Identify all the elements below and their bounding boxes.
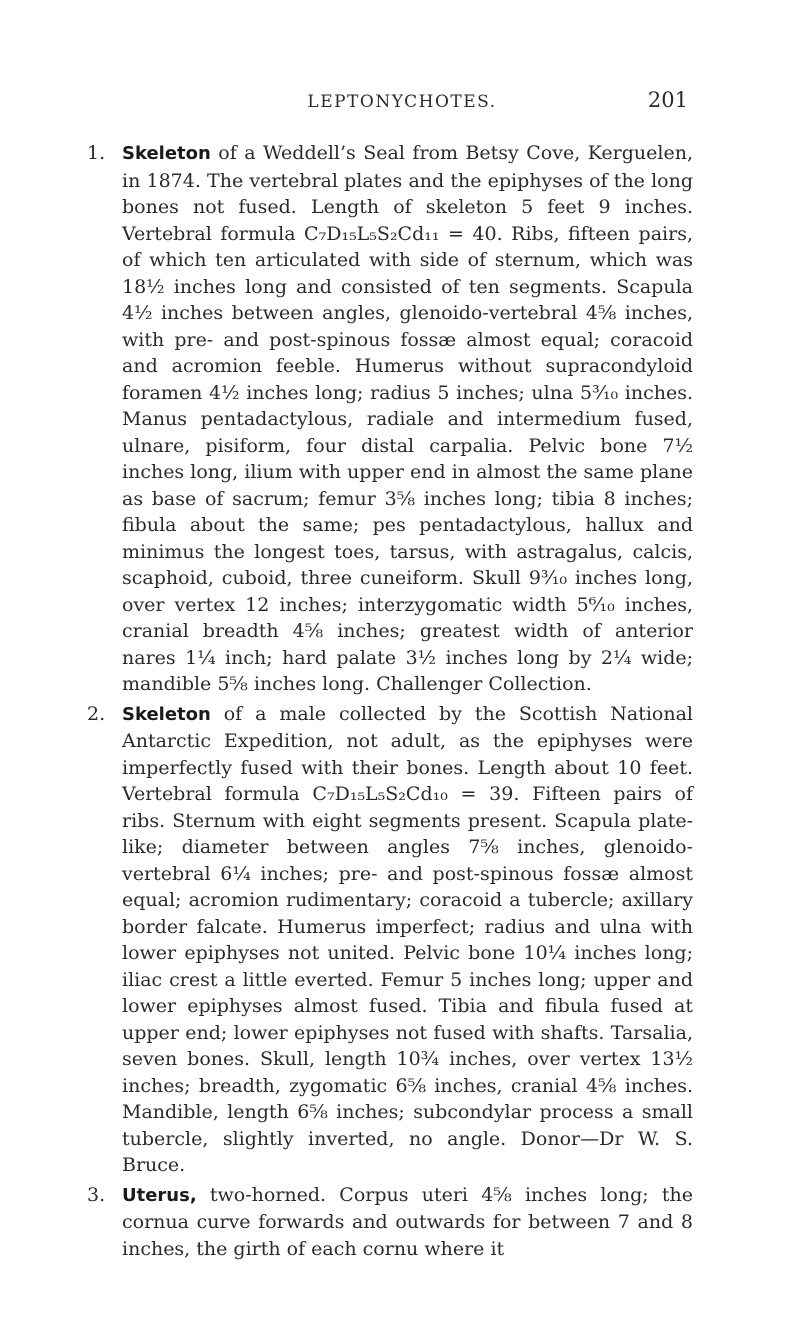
entry-number: 1. [87,142,106,164]
entry-number: 3. [87,1183,106,1206]
entry-1 [87,140,693,698]
entry-body: of a Weddell’s Seal from Betsy Cove, Kerguelen, in 1874. The vertebral plates and the epiphyses of the long bones not fused. Length of skeleton 5 feet 9 inches. Vertebral formula C₇D₁₅L₅S₂Cd₁₁ = 40. Ribs, fifteen pairs, of which ten articulated with side of sternum, which was 18½ inches long and consisted of ten segments. Scapula 4½ inches between angles, glenoido-vertebral 4⅝ inches, with pre- and post-spinous fossæ almost equal; coracoid and acromion feeble. Humerus without supracondyloid foramen 4½ inches long; radius 5 inches; ulna 5³⁄₁₀ inches. Manus pentadactylous, radiale and intermedium fused, ulnare, pisiform, four distal carpalia. Pelvic bone 7½ inches long, ilium with upper end in almost the same plane as base of sacrum; femur 3⅝ inches long; tibia 8 inches; fibula about the same; pes pentadactylous, hallux and minimus the longest toes, tarsus, with astragalus, calcis, scaphoid, cuboid, three cuneiform. Skull 9³⁄₁₀ inches long, over vertex 12 inches; interzygomatic width 5⁶⁄₁₀ inches, cranial breadth 4⅝ inches; greatest width of anterior nares 1¼ inch; hard palate 3½ inches long by 2¼ wide; mandible 5⅝ inches long. Challenger Collection. [122,142,693,695]
entry-label: Skeleton [122,703,211,725]
entry-3 [87,1182,693,1263]
entry-text [122,701,693,1179]
entry-text [122,140,693,698]
page-number: 201 [647,88,688,112]
entry-2 [87,701,693,1179]
entry-number: 2. [87,702,106,725]
entry-body: of a male collected by the Scottish National Antarctic Expedition, not adult, as the epiphyses were imperfectly fused with their bones. Length about 10 feet. Vertebral formula C₇D₁₅L₅S₂Cd₁₀ = 39. Fifteen pairs of ribs. Sternum with eight segments present. Scapula plate-like; diameter between angles 7⅝ inches, glenoido-vertebral 6¼ inches; pre- and post-spinous fossæ almost equal; acromion rudimentary; coracoid a tubercle; axillary border falcate. Humerus imperfect; radius and ulna with lower epiphyses not united. Pelvic bone 10¼ inches long; iliac crest a little everted. Femur 5 inches long; upper and lower epiphyses almost fused. Tibia and fibula fused at upper end; lower epiphyses not fused with shafts. Tarsalia, seven bones. Skull, length 10¾ inches, over vertex 13½ inches; breadth, zygomatic 6⅝ inches, cranial 4⅝ inches. Mandible, length 6⅝ inches; subcondylar process a small tubercle, slightly inverted, no angle. Donor—Dr W. S. Bruce. [122,702,693,1176]
catalogue-entries [87,140,693,1265]
page-header [116,88,688,118]
entry-label: Uterus, [122,1184,197,1206]
entry-body: two-horned. Corpus uteri 4⅝ inches long; the cornua curve forwards and outwards for between 7 and 8 inches, the girth of each cornu where it [122,1183,693,1260]
running-title: LEPTONYCHOTES. [307,92,497,112]
entry-text [122,1182,693,1263]
entry-label: Skeleton [122,143,211,164]
